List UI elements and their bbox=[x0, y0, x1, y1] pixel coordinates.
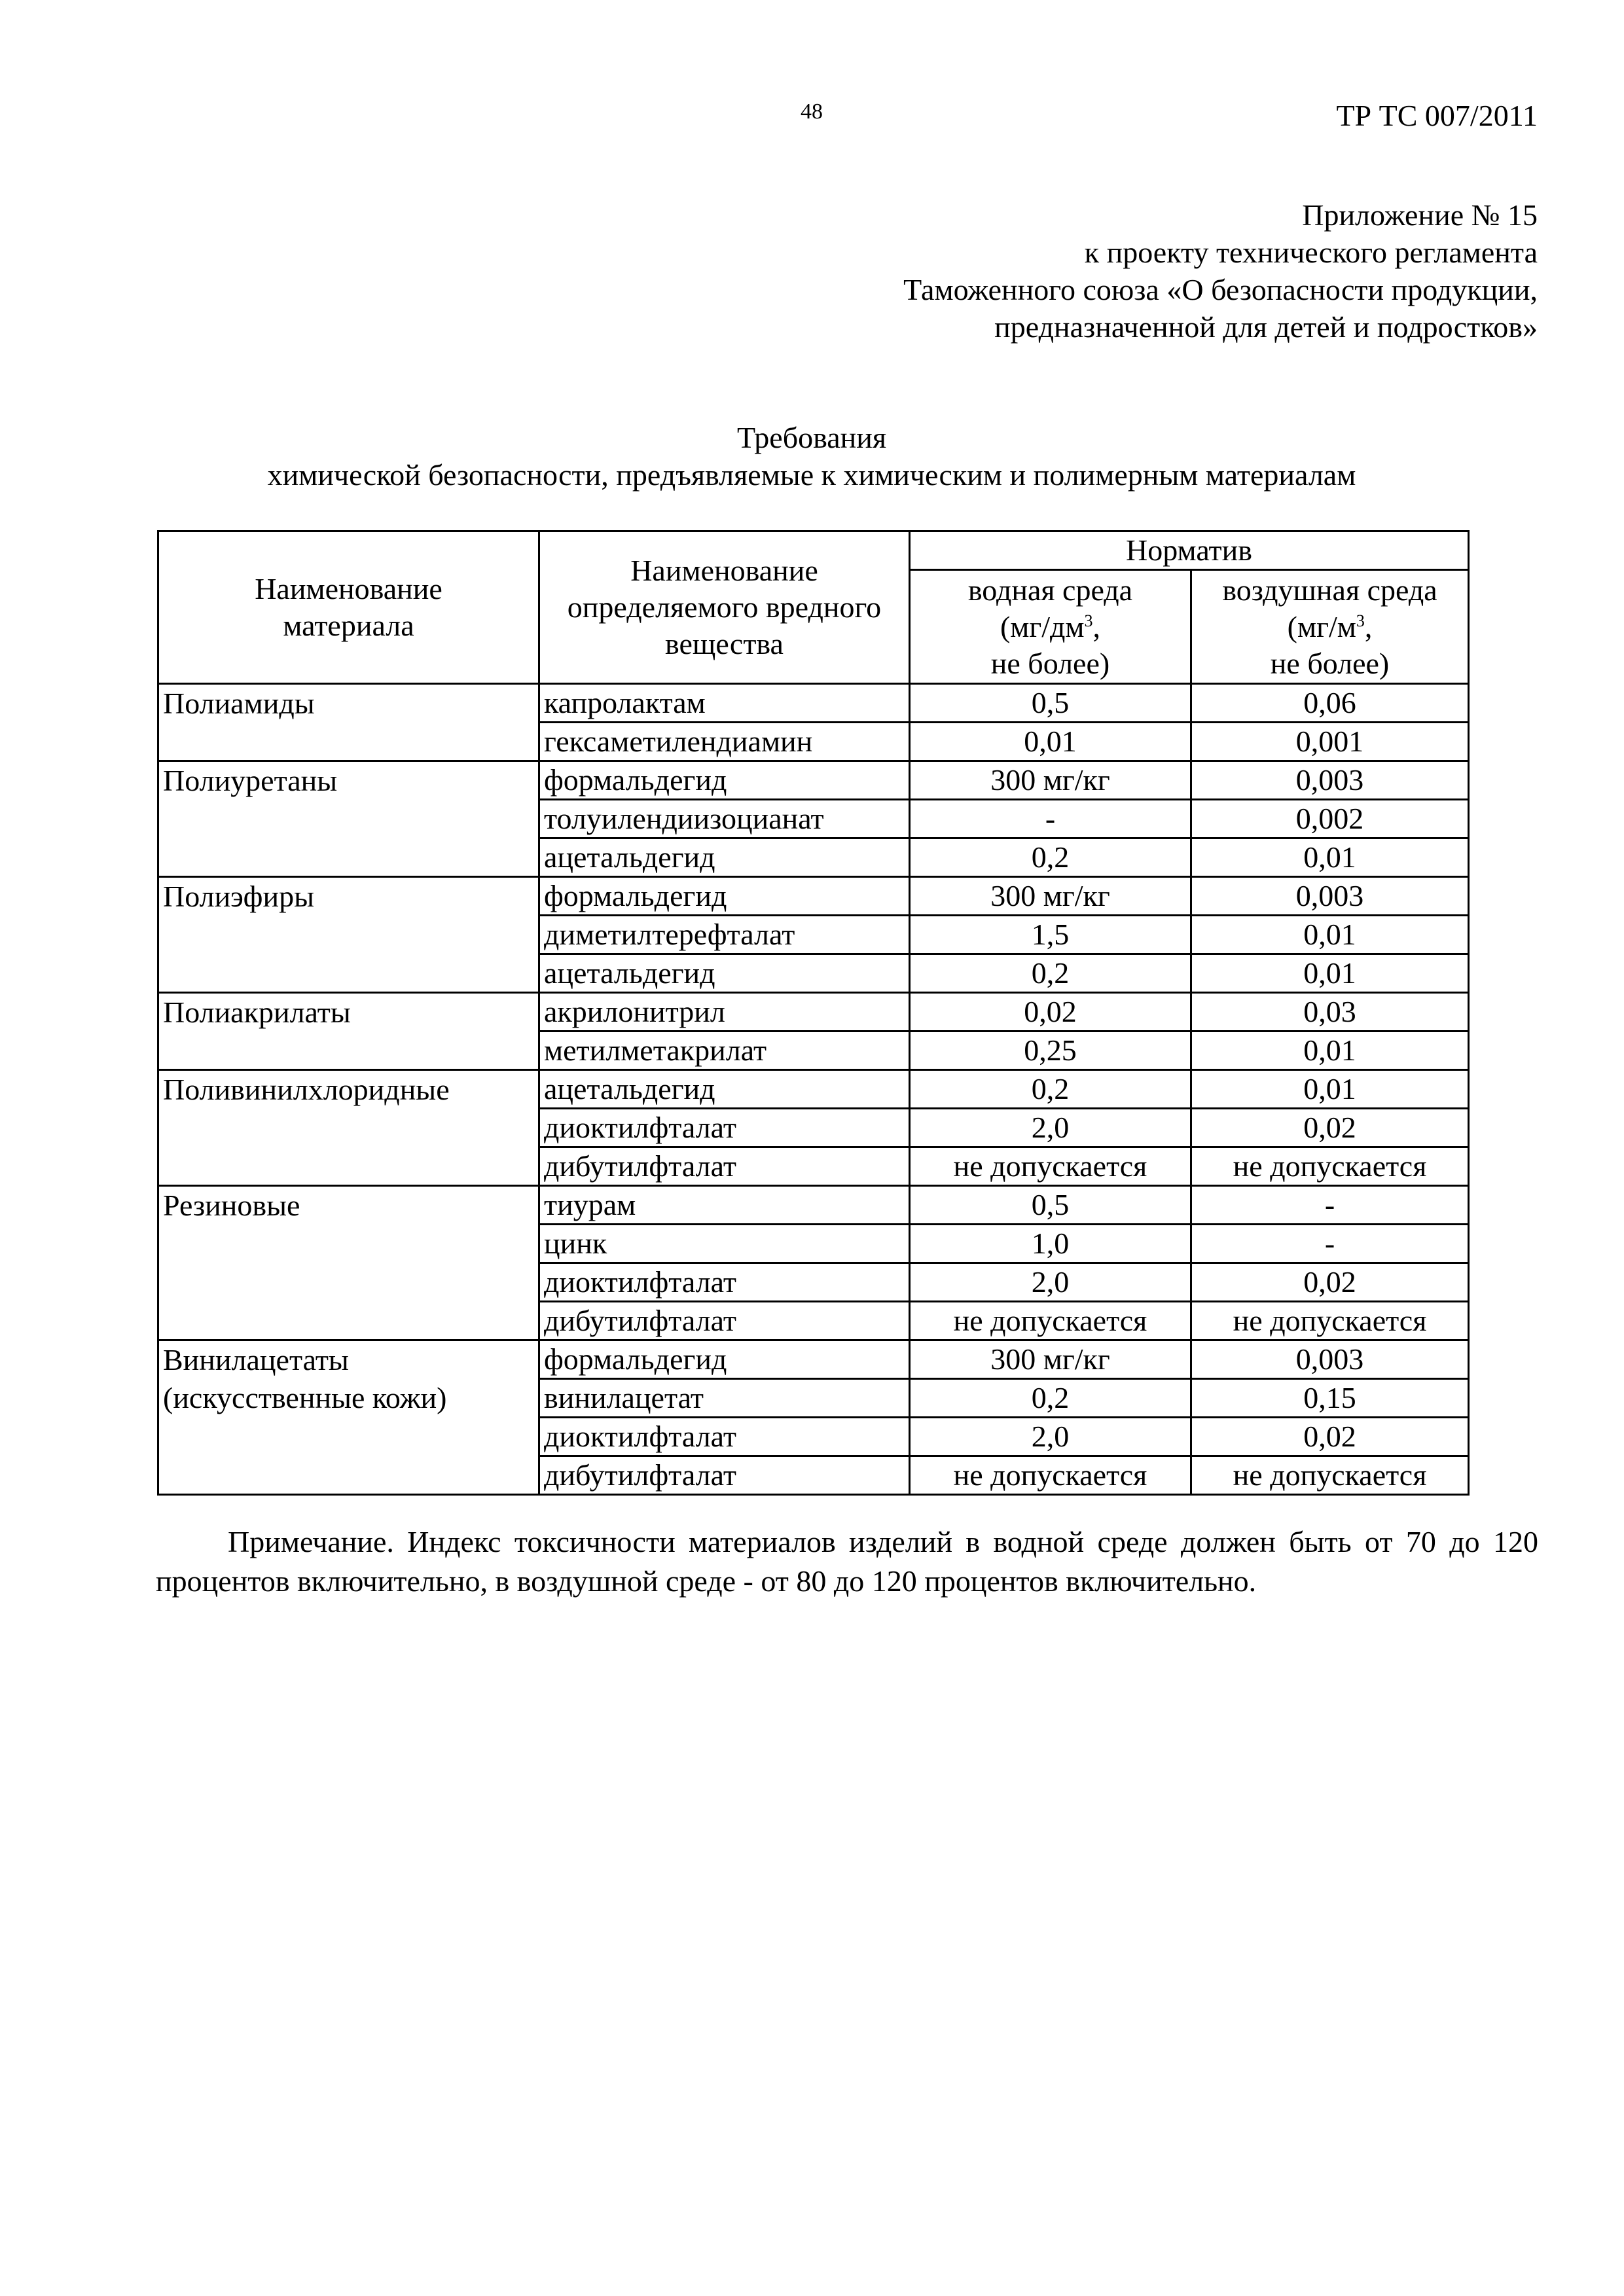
appendix-line: Таможенного союза «О безопасности продукции, bbox=[903, 273, 1538, 306]
water-value-cell: 300 мг/кг bbox=[910, 877, 1191, 916]
header-material: Наименование материала bbox=[158, 531, 539, 684]
water-value-cell: - bbox=[910, 800, 1191, 838]
air-value-cell: 0,01 bbox=[1191, 838, 1469, 877]
appendix-line: предназначенной для детей и подростков» bbox=[994, 310, 1538, 344]
substance-cell: ацетальдегид bbox=[539, 954, 910, 993]
note-text: Примечание. Индекс токсичности материалов изделий в водной среде должен быть от 70 до 120 процентов включительно, в воздушной среде - от 80 до 120 процентов включительно. bbox=[156, 1525, 1538, 1598]
air-value-cell: 0,01 bbox=[1191, 1031, 1469, 1070]
substance-cell: дибутилфталат bbox=[539, 1147, 910, 1186]
table-row bbox=[158, 1340, 1469, 1379]
water-value-cell: 300 мг/кг bbox=[910, 761, 1191, 800]
air-value-cell: 0,003 bbox=[1191, 761, 1469, 800]
title-line-1: Требования bbox=[736, 421, 887, 454]
header-air: воздушная среда ($мг/м^3$, не более) bbox=[1191, 570, 1469, 684]
water-value-cell: не допускается bbox=[910, 1147, 1191, 1186]
material-cell: Полиамиды bbox=[158, 684, 539, 761]
water-value-cell: 2,0 bbox=[910, 1418, 1191, 1456]
water-value-cell: 0,2 bbox=[910, 1070, 1191, 1109]
water-value-cell: 0,5 bbox=[910, 684, 1191, 723]
header-norm: Норматив bbox=[910, 531, 1469, 570]
air-value-cell: 0,02 bbox=[1191, 1418, 1469, 1456]
air-value-cell: не допускается bbox=[1191, 1456, 1469, 1495]
air-value-cell: 0,002 bbox=[1191, 800, 1469, 838]
appendix-line: Приложение № 15 bbox=[1302, 198, 1538, 232]
page-number: 48 bbox=[801, 99, 823, 124]
water-value-cell: 2,0 bbox=[910, 1263, 1191, 1302]
table-header bbox=[158, 531, 1469, 684]
header-substance: Наименование определяемого вредного вещества bbox=[539, 531, 910, 684]
substance-cell: тиурам bbox=[539, 1186, 910, 1225]
air-value-cell: - bbox=[1191, 1186, 1469, 1225]
material-cell: Полиэфиры bbox=[158, 877, 539, 993]
table-row bbox=[158, 993, 1469, 1031]
air-value-cell: 0,003 bbox=[1191, 877, 1469, 916]
table-row bbox=[158, 761, 1469, 800]
water-value-cell: 1,5 bbox=[910, 916, 1191, 954]
water-value-cell: 0,02 bbox=[910, 993, 1191, 1031]
substance-cell: диоктилфталат bbox=[539, 1418, 910, 1456]
header-water: водная среда ($мг/дм^3$, не более) bbox=[910, 570, 1191, 684]
material-cell: Винилацетаты (искусственные кожи) bbox=[158, 1340, 539, 1495]
table-row bbox=[158, 877, 1469, 916]
air-value-cell: не допускается bbox=[1191, 1302, 1469, 1340]
document-code: ТР ТС 007/2011 bbox=[1336, 99, 1538, 132]
air-value-cell: 0,001 bbox=[1191, 723, 1469, 761]
table-body bbox=[158, 684, 1469, 1495]
appendix-block bbox=[621, 196, 1538, 346]
substance-cell: формальдегид bbox=[539, 877, 910, 916]
substance-cell: диоктилфталат bbox=[539, 1263, 910, 1302]
water-value-cell: 2,0 bbox=[910, 1109, 1191, 1147]
material-cell: Полиуретаны bbox=[158, 761, 539, 877]
air-value-cell: 0,01 bbox=[1191, 916, 1469, 954]
water-value-cell: не допускается bbox=[910, 1456, 1191, 1495]
substance-cell: дибутилфталат bbox=[539, 1456, 910, 1495]
table-row bbox=[158, 1186, 1469, 1225]
substance-cell: винилацетат bbox=[539, 1379, 910, 1418]
water-value-cell: не допускается bbox=[910, 1302, 1191, 1340]
page-title bbox=[157, 419, 1466, 493]
requirements-table bbox=[157, 530, 1470, 1496]
substance-cell: диоктилфталат bbox=[539, 1109, 910, 1147]
air-value-cell: 0,15 bbox=[1191, 1379, 1469, 1418]
water-value-cell: 0,2 bbox=[910, 954, 1191, 993]
substance-cell: гексаметилендиамин bbox=[539, 723, 910, 761]
air-value-cell: 0,003 bbox=[1191, 1340, 1469, 1379]
substance-cell: акрилонитрил bbox=[539, 993, 910, 1031]
material-cell: Поливинилхлоридные bbox=[158, 1070, 539, 1186]
air-value-cell: 0,02 bbox=[1191, 1263, 1469, 1302]
substance-cell: формальдегид bbox=[539, 1340, 910, 1379]
air-value-cell: 0,06 bbox=[1191, 684, 1469, 723]
air-value-cell: 0,01 bbox=[1191, 954, 1469, 993]
air-value-cell: не допускается bbox=[1191, 1147, 1469, 1186]
water-value-cell: 0,01 bbox=[910, 723, 1191, 761]
table-row bbox=[158, 684, 1469, 723]
substance-cell: ацетальдегид bbox=[539, 1070, 910, 1109]
water-value-cell: 0,2 bbox=[910, 1379, 1191, 1418]
air-value-cell: 0,03 bbox=[1191, 993, 1469, 1031]
water-value-cell: 0,2 bbox=[910, 838, 1191, 877]
water-value-cell: 0,25 bbox=[910, 1031, 1191, 1070]
substance-cell: цинк bbox=[539, 1225, 910, 1263]
substance-cell: дибутилфталат bbox=[539, 1302, 910, 1340]
substance-cell: ацетальдегид bbox=[539, 838, 910, 877]
substance-cell: капролактам bbox=[539, 684, 910, 723]
substance-cell: диметилтерефталат bbox=[539, 916, 910, 954]
substance-cell: формальдегид bbox=[539, 761, 910, 800]
air-value-cell: 0,02 bbox=[1191, 1109, 1469, 1147]
water-value-cell: 1,0 bbox=[910, 1225, 1191, 1263]
table-row bbox=[158, 1070, 1469, 1109]
substance-cell: толуилендиизоцианат bbox=[539, 800, 910, 838]
air-value-cell: 0,01 bbox=[1191, 1070, 1469, 1109]
appendix-line: к проекту технического регламента bbox=[1084, 236, 1538, 269]
water-value-cell: 300 мг/кг bbox=[910, 1340, 1191, 1379]
material-cell: Полиакрилаты bbox=[158, 993, 539, 1070]
material-cell: Резиновые bbox=[158, 1186, 539, 1340]
air-value-cell: - bbox=[1191, 1225, 1469, 1263]
substance-cell: метилметакрилат bbox=[539, 1031, 910, 1070]
title-line-2: химической безопасности, предъявляемые к химическим и полимерным материалам bbox=[267, 458, 1356, 492]
note-paragraph bbox=[156, 1522, 1538, 1601]
water-value-cell: 0,5 bbox=[910, 1186, 1191, 1225]
